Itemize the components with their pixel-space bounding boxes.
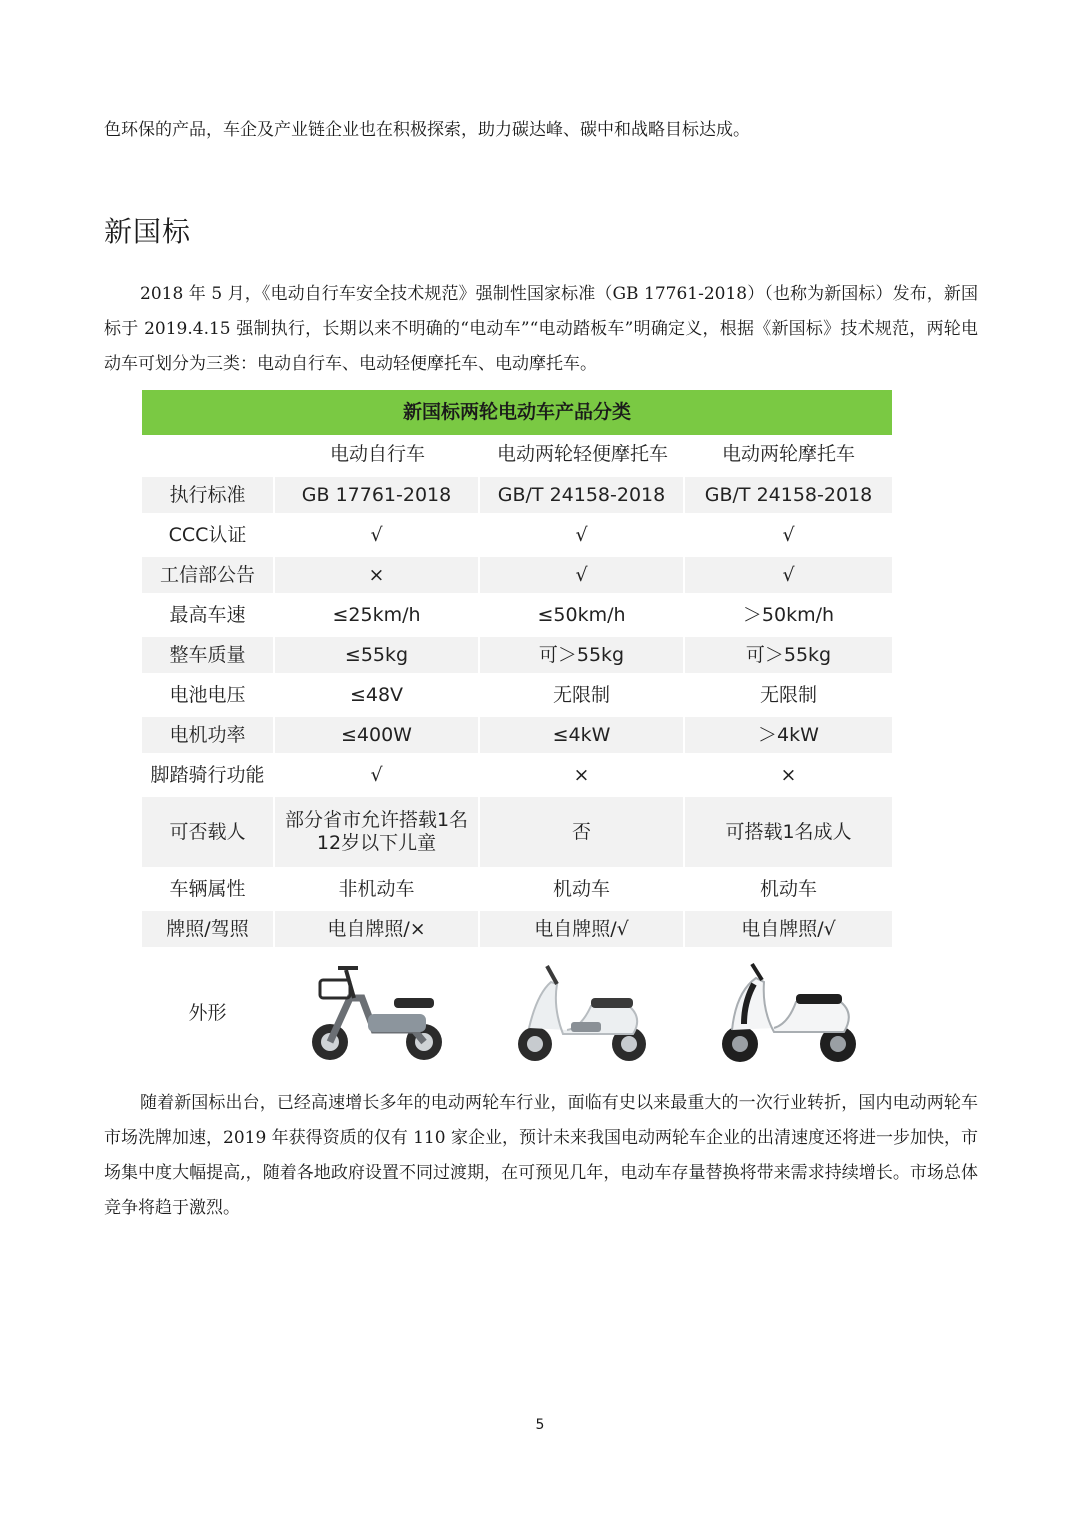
paragraph-intro: 2018 年 5 月，《电动自行车安全技术规范》强制性国家标准（GB 17761-2018）（也称为新国标）发布，新国标于 2019.4.15 强制执行，长期以来不明确的“电动车”“电动踏板车”明确定义，根据《新国标》技术规范，两轮电动车可划分为三类：电动自行车、电动轻便摩托车、电动摩托车。: [104, 284, 978, 374]
row-label: 车辆属性: [142, 871, 275, 907]
e-bicycle-icon: [302, 958, 452, 1068]
table-cell: 可＞55kg: [685, 637, 892, 673]
table-cell: √: [275, 757, 480, 793]
row-label: CCC认证: [142, 517, 275, 553]
table-cell: 电自牌照/√: [480, 911, 685, 947]
table-row-license: [142, 907, 892, 947]
table-cell: 机动车: [480, 871, 685, 907]
e-moped-image: [480, 951, 685, 1075]
table-row-passenger: [142, 793, 892, 867]
paragraph-after-table: 随着新国标出台，已经高速增长多年的电动两轮车行业，面临有史以来最重大的一次行业转折，国内电动两轮车市场洗牌加速，2019 年获得资质的仅有 110 家企业，预计未来我国电动两轮车企业的出清速度还将进一步加快，市场集中度大幅提高,，随着各地政府设置不同过渡期，在可预见几年，电动车存量替换将带来需求持续增长。市场总体竞争将趋于激烈。: [104, 1093, 978, 1218]
table-cell: √: [480, 557, 685, 593]
table-cell: GB 17761-2018: [275, 477, 480, 513]
table-row-max-speed: [142, 593, 892, 633]
table-cell: 机动车: [685, 871, 892, 907]
table-row-motor-power: [142, 713, 892, 753]
table-row-weight: [142, 633, 892, 673]
table-cell: ＞50km/h: [685, 597, 892, 633]
table-cell: 否: [480, 797, 685, 867]
e-motorcycle-image: [685, 951, 892, 1075]
table-cell: ×: [480, 757, 685, 793]
table-cell: ≤25km/h: [275, 597, 480, 633]
table-row-miit: [142, 553, 892, 593]
table-cell: 无限制: [480, 677, 685, 713]
row-label: 可否载人: [142, 797, 275, 867]
e-moped-icon: [507, 958, 657, 1068]
table-cell: GB/T 24158-2018: [480, 477, 685, 513]
table-cell: ≤50km/h: [480, 597, 685, 633]
table-row-vehicle-type: [142, 867, 892, 907]
table-cell: 部分省市允许搭载1名12岁以下儿童: [275, 797, 480, 867]
table-cell: ×: [275, 557, 480, 593]
row-label: 电池电压: [142, 677, 275, 713]
table-cell: √: [275, 517, 480, 553]
table-cell: ＞4kW: [685, 717, 892, 753]
table-row-voltage: [142, 673, 892, 713]
table-cell: 非机动车: [275, 871, 480, 907]
header-cell-e-motorcycle: 电动两轮摩托车: [721, 442, 855, 465]
row-label: 工信部公告: [142, 557, 275, 593]
table-header-row: [142, 435, 892, 473]
page-number: 5: [535, 1417, 545, 1433]
classification-table: [142, 390, 892, 1075]
e-motorcycle-icon: [714, 958, 864, 1068]
table-cell: 无限制: [685, 677, 892, 713]
header-cell-e-moped: 电动两轮轻便摩托车: [496, 442, 668, 465]
e-bicycle-image: [275, 951, 480, 1075]
table-row-ccc: [142, 513, 892, 553]
table-cell: ≤48V: [275, 677, 480, 713]
table-cell: 电自牌照/√: [685, 911, 892, 947]
row-label: 电机功率: [142, 717, 275, 753]
table-cell: 可＞55kg: [480, 637, 685, 673]
table-title: 新国标两轮电动车产品分类: [142, 390, 892, 435]
table-cell: ×: [685, 757, 892, 793]
row-label: 牌照/驾照: [142, 911, 275, 947]
header-cell-empty: [142, 435, 275, 473]
table-cell: √: [480, 517, 685, 553]
table-row-appearance: [142, 947, 892, 1075]
table-row-pedal: [142, 753, 892, 793]
table-cell: ≤400W: [275, 717, 480, 753]
table-cell: ≤4kW: [480, 717, 685, 753]
row-label: 最高车速: [142, 597, 275, 633]
row-label: 执行标准: [142, 477, 275, 513]
paragraph-top: 色环保的产品，车企及产业链企业也在积极探索，助力碳达峰、碳中和战略目标达成。: [104, 120, 750, 140]
table-row-standard: [142, 473, 892, 513]
row-label: 外形: [142, 951, 275, 1075]
row-label: 脚踏骑行功能: [142, 757, 275, 793]
table-cell: √: [685, 557, 892, 593]
table-cell: 电自牌照/×: [275, 911, 480, 947]
table-cell: 可搭载1名成人: [685, 797, 892, 867]
row-label: 整车质量: [142, 637, 275, 673]
table-cell: GB/T 24158-2018: [685, 477, 892, 513]
table-cell: √: [685, 517, 892, 553]
header-cell-e-bicycle: 电动自行车: [329, 442, 425, 465]
section-heading: 新国标: [104, 215, 192, 248]
table-cell: ≤55kg: [275, 637, 480, 673]
